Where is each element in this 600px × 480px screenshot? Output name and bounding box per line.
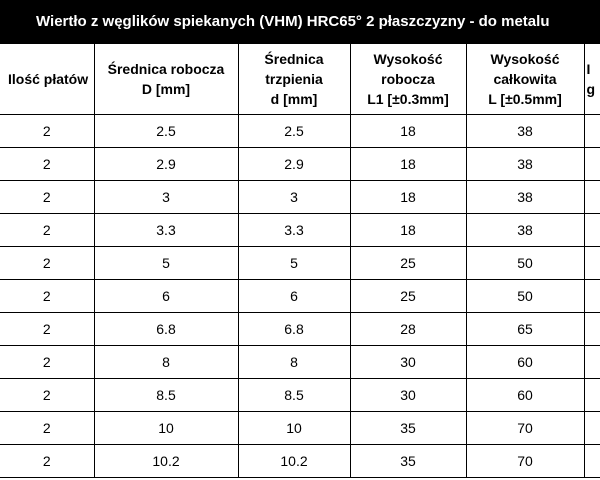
cell-working-diameter: 5: [94, 246, 238, 279]
cell-working-length: 18: [350, 114, 466, 147]
cell-working-diameter: 10: [94, 411, 238, 444]
cell-flutes: 2: [0, 345, 94, 378]
cell-working-length: 25: [350, 279, 466, 312]
cell-working-diameter: 6: [94, 279, 238, 312]
cell-cut-off: [584, 279, 600, 312]
cell-working-length: 30: [350, 378, 466, 411]
header-cut-off-line1: I: [586, 60, 591, 77]
header-total-length: [466, 44, 584, 114]
cell-cut-off: [584, 114, 600, 147]
header-flutes-label: Ilość płatów: [8, 70, 89, 87]
cell-total-length: 50: [466, 279, 584, 312]
cell-working-diameter: 2.5: [94, 114, 238, 147]
cell-flutes: 2: [0, 180, 94, 213]
cell-cut-off: [584, 147, 600, 180]
header-working-diameter-label: Średnica robocza: [107, 60, 225, 77]
table-row: [0, 444, 600, 477]
header-total-length-unit: L [±0.5mm]: [488, 90, 562, 107]
cell-working-length: 30: [350, 345, 466, 378]
cell-total-length: 65: [466, 312, 584, 345]
cell-flutes: 2: [0, 213, 94, 246]
table-row: [0, 279, 600, 312]
header-working-diameter-unit: D [mm]: [141, 80, 191, 97]
header-cut-off-line2: g: [586, 80, 596, 97]
cell-working-length: 25: [350, 246, 466, 279]
cell-shank-diameter: 6: [238, 279, 350, 312]
cell-working-diameter: 10.2: [94, 444, 238, 477]
cell-total-length: 70: [466, 411, 584, 444]
cell-shank-diameter: 2.9: [238, 147, 350, 180]
cell-cut-off: [584, 312, 600, 345]
table-row: [0, 147, 600, 180]
cell-shank-diameter: 10: [238, 411, 350, 444]
cell-total-length: 38: [466, 114, 584, 147]
cell-shank-diameter: 6.8: [238, 312, 350, 345]
cell-shank-diameter: 8.5: [238, 378, 350, 411]
table-row: [0, 213, 600, 246]
header-working-length-label: Wysokość robocza: [373, 50, 443, 87]
cell-total-length: 70: [466, 444, 584, 477]
table-row: [0, 114, 600, 147]
cell-shank-diameter: 5: [238, 246, 350, 279]
cell-working-length: 18: [350, 147, 466, 180]
cell-cut-off: [584, 411, 600, 444]
header-working-length: [350, 44, 466, 114]
cell-total-length: 38: [466, 180, 584, 213]
cell-working-diameter: 2.9: [94, 147, 238, 180]
cell-cut-off: [584, 213, 600, 246]
cell-shank-diameter: 2.5: [238, 114, 350, 147]
header-total-length-label: Wysokość całkowita: [490, 50, 560, 87]
cell-working-length: 18: [350, 213, 466, 246]
cell-cut-off: [584, 378, 600, 411]
cell-flutes: 2: [0, 378, 94, 411]
cell-shank-diameter: 3: [238, 180, 350, 213]
cell-working-diameter: 6.8: [94, 312, 238, 345]
cell-cut-off: [584, 345, 600, 378]
cell-flutes: 2: [0, 279, 94, 312]
cell-flutes: 2: [0, 312, 94, 345]
table-row: [0, 411, 600, 444]
header-working-diameter: [94, 44, 238, 114]
cell-total-length: 50: [466, 246, 584, 279]
cell-flutes: 2: [0, 444, 94, 477]
table-row: [0, 378, 600, 411]
cell-total-length: 60: [466, 345, 584, 378]
header-row: [0, 44, 600, 114]
cell-flutes: 2: [0, 147, 94, 180]
cell-working-length: 18: [350, 180, 466, 213]
header-shank-diameter-label: Średnica trzpienia: [264, 50, 324, 87]
header-flutes: [0, 44, 94, 114]
cell-working-diameter: 8: [94, 345, 238, 378]
header-shank-diameter: [238, 44, 350, 114]
header-shank-diameter-unit: d [mm]: [270, 90, 318, 107]
cell-cut-off: [584, 246, 600, 279]
cell-total-length: 60: [466, 378, 584, 411]
cell-working-diameter: 3.3: [94, 213, 238, 246]
spec-table: [0, 44, 600, 478]
cell-flutes: 2: [0, 246, 94, 279]
cell-flutes: 2: [0, 411, 94, 444]
cell-working-diameter: 3: [94, 180, 238, 213]
table-title: Wiertło z węglików spiekanych (VHM) HRC65° 2 płaszczyzny - do metalu: [0, 0, 600, 44]
cell-shank-diameter: 3.3: [238, 213, 350, 246]
cell-shank-diameter: 8: [238, 345, 350, 378]
cell-total-length: 38: [466, 213, 584, 246]
cell-cut-off: [584, 444, 600, 477]
table-row: [0, 180, 600, 213]
table-row: [0, 312, 600, 345]
table-body: [0, 114, 600, 477]
cell-cut-off: [584, 180, 600, 213]
cell-flutes: 2: [0, 114, 94, 147]
table-row: [0, 345, 600, 378]
header-working-length-unit: L1 [±0.3mm]: [367, 90, 449, 107]
cell-shank-diameter: 10.2: [238, 444, 350, 477]
cell-working-length: 35: [350, 444, 466, 477]
cell-working-diameter: 8.5: [94, 378, 238, 411]
table-row: [0, 246, 600, 279]
cell-total-length: 38: [466, 147, 584, 180]
cell-working-length: 35: [350, 411, 466, 444]
header-cut-off: [584, 44, 600, 114]
cell-working-length: 28: [350, 312, 466, 345]
